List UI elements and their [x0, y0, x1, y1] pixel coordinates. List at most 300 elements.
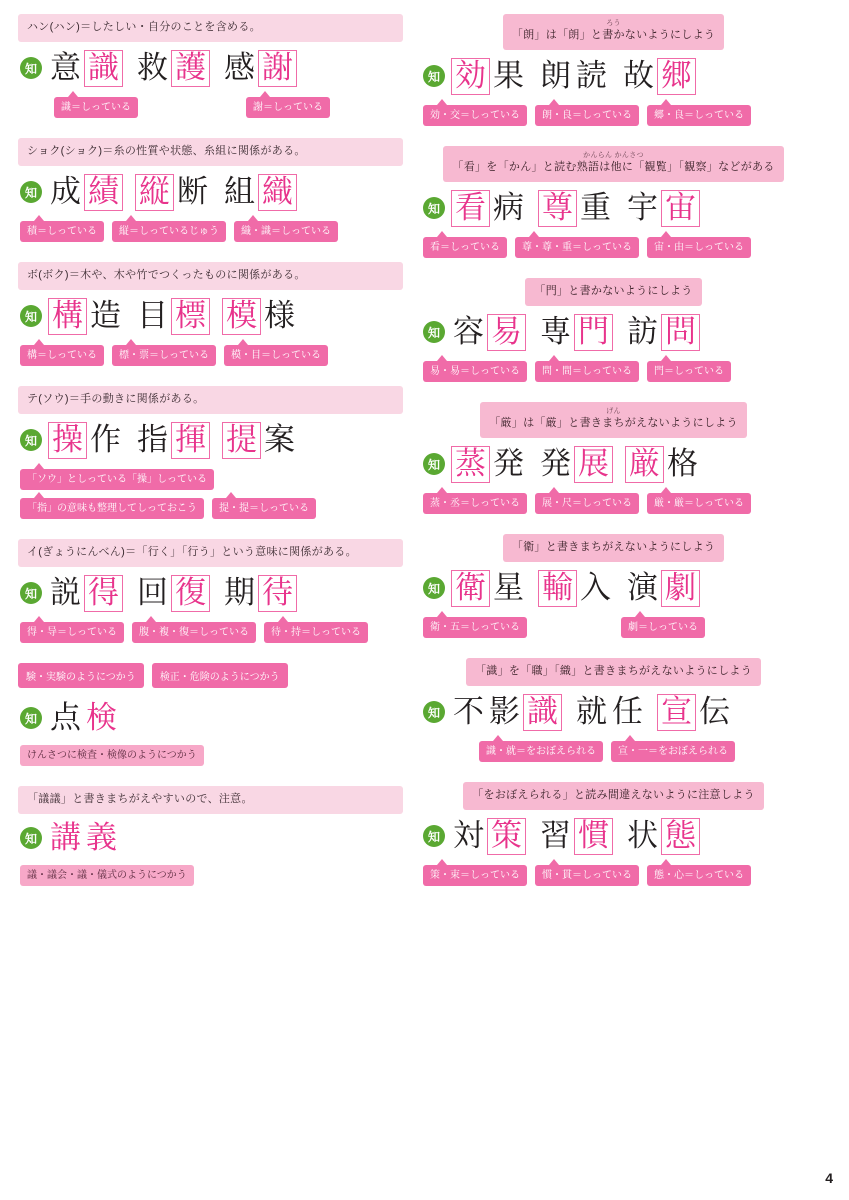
banner-text: 「朗」は「朗」と書かないようにしよう — [511, 29, 716, 41]
note-chip-text: 模・目＝しっている — [231, 349, 321, 361]
note-chip-text: 宙・由＝しっている — [654, 241, 744, 253]
chip-arrow-icon — [68, 91, 78, 97]
kanji-char-target: 展 — [574, 446, 613, 483]
kanji-word — [451, 58, 526, 95]
chip-arrow-icon — [437, 231, 447, 237]
knowledge-badge: 知 — [20, 57, 42, 79]
note-chip — [647, 361, 731, 382]
kanji-row — [421, 818, 806, 855]
page-number: 4 — [825, 1170, 833, 1186]
kanji-word — [48, 575, 123, 612]
kanji-char-target: 検 — [86, 699, 117, 736]
kanji-word — [538, 570, 613, 607]
kanji-char: 指 — [137, 421, 168, 458]
kanji-char-target: 輸 — [538, 570, 577, 607]
kanji-word — [48, 819, 119, 856]
kanji-char: 組 — [224, 173, 255, 210]
chip-arrow-icon — [549, 355, 559, 361]
kanji-char-target: 易 — [487, 314, 526, 351]
kanji-char: 入 — [580, 569, 611, 606]
kanji-word — [451, 190, 526, 227]
note-chip — [132, 622, 256, 643]
note-chip — [423, 237, 507, 258]
note-chip — [20, 622, 124, 643]
kanji-row — [18, 298, 403, 335]
knowledge-badge: 知 — [423, 197, 445, 219]
chip-arrow-icon — [549, 859, 559, 865]
chip-arrow-icon — [437, 611, 447, 617]
kanji-char-target: 宙 — [661, 190, 700, 227]
note-chip-text: 宣・一＝をおぼえられる — [618, 745, 728, 757]
kanji-char-target: 復 — [171, 575, 210, 612]
kanji-char: 専 — [540, 313, 571, 350]
banner-wrap — [421, 782, 806, 818]
kanji-char-target: 問 — [661, 314, 700, 351]
chip-arrow-icon — [625, 735, 635, 741]
note-chip-text: 積＝しっている — [27, 225, 97, 237]
note-chip — [647, 865, 751, 886]
kanji-word — [451, 694, 562, 731]
kanji-word — [222, 174, 297, 211]
kanji-char-target: 講 — [50, 819, 81, 856]
note-chip-text: 慣・貫＝しっている — [542, 869, 632, 881]
kanji-char-target: 謝 — [258, 50, 297, 87]
chip-arrow-icon — [34, 215, 44, 221]
note-chip-text: 郷・良＝しっている — [654, 109, 744, 121]
kanji-char-target: 得 — [84, 575, 123, 612]
kanji-char: 故 — [623, 57, 654, 94]
note-chip-group — [421, 361, 806, 382]
section-block — [18, 539, 403, 655]
kanji-char-target: 策 — [487, 818, 526, 855]
chip-arrow-icon — [549, 99, 559, 105]
kanji-row — [421, 314, 806, 351]
kanji-char-target: 宣 — [657, 694, 696, 731]
kanji-char-target: 衛 — [451, 570, 490, 607]
note-chip — [423, 105, 527, 126]
kanji-char: 成 — [50, 173, 81, 210]
note-chip-text: 効・交＝しっている — [430, 109, 520, 121]
kanji-char-target: 蒸 — [451, 446, 490, 483]
note-chip-group — [421, 493, 806, 514]
kanji-char: 説 — [50, 574, 81, 611]
right-column — [421, 14, 806, 1190]
kanji-char-target: 尊 — [538, 190, 577, 227]
note-chip-group — [18, 469, 403, 519]
note-chip — [535, 361, 639, 382]
chip-arrow-icon — [238, 339, 248, 345]
kanji-word — [538, 314, 613, 351]
kanji-char: 宇 — [627, 189, 658, 226]
kanji-char-target: 義 — [86, 819, 117, 856]
kanji-word — [451, 314, 526, 351]
section-block — [18, 663, 403, 778]
note-chip-group — [18, 97, 403, 118]
kanji-word — [222, 298, 297, 335]
banner-ruby: げん — [606, 407, 621, 415]
note-chip-text: 得・导＝しっている — [27, 626, 117, 638]
kanji-word — [48, 174, 123, 211]
note-chip-group — [18, 745, 403, 766]
kanji-char-target: 門 — [574, 314, 613, 351]
note-chip — [20, 221, 104, 242]
kanji-char-target: 標 — [171, 298, 210, 335]
hint-bar-group — [18, 663, 403, 694]
chip-arrow-icon — [437, 487, 447, 493]
chip-arrow-icon — [34, 616, 44, 622]
kanji-row — [18, 575, 403, 612]
section-banner: ハン(ハン)＝したしい・自分のことを含める。 — [18, 14, 403, 42]
kanji-char: 回 — [137, 574, 168, 611]
note-chip — [54, 97, 138, 118]
kanji-char: 目 — [137, 297, 168, 334]
kanji-char: 対 — [453, 817, 484, 854]
kanji-word — [625, 314, 700, 351]
kanji-char: 重 — [580, 189, 611, 226]
kanji-char: 影 — [489, 693, 520, 730]
section-block — [421, 534, 806, 650]
section-block — [421, 14, 806, 138]
banner-ruby: かんらん かんさつ — [583, 151, 644, 159]
banner-wrap — [421, 402, 806, 446]
kanji-word — [222, 575, 297, 612]
kanji-word — [538, 818, 613, 855]
note-chip-text: 展・尺＝しっている — [542, 497, 632, 509]
knowledge-badge: 知 — [423, 321, 445, 343]
kanji-char: 救 — [137, 49, 168, 86]
note-chip-text: 議・議会・議・儀式のようにつかう — [27, 869, 187, 881]
chip-arrow-icon — [126, 215, 136, 221]
kanji-char: 状 — [627, 817, 658, 854]
banner-wrap — [421, 658, 806, 694]
note-chip — [535, 105, 639, 126]
kanji-char: 感 — [224, 49, 255, 86]
banner-wrap — [421, 146, 806, 190]
chip-arrow-icon — [226, 492, 236, 498]
kanji-char: 発 — [540, 445, 571, 482]
kanji-char: 朗 — [540, 57, 571, 94]
section-banner: 「をおぼえられる」と読み間違えないように注意しよう — [463, 782, 764, 810]
kanji-word — [48, 422, 123, 459]
note-chip — [647, 237, 751, 258]
note-chip — [20, 345, 104, 366]
note-chip — [234, 221, 338, 242]
note-chip-group — [421, 741, 806, 762]
knowledge-badge: 知 — [423, 701, 445, 723]
section-banner — [480, 402, 747, 438]
knowledge-badge: 知 — [20, 429, 42, 451]
note-chip-text: 織・識＝しっている — [241, 225, 331, 237]
kanji-char: 意 — [50, 49, 81, 86]
kanji-char: 様 — [264, 297, 295, 334]
chip-arrow-icon — [437, 99, 447, 105]
kanji-word — [625, 190, 700, 227]
banner-text: 「看」を「かん」と読む熟語は他に「観覧」「観察」などがある — [452, 160, 775, 173]
note-chip — [112, 345, 216, 366]
knowledge-badge: 知 — [20, 181, 42, 203]
knowledge-badge: 知 — [20, 827, 42, 849]
chip-arrow-icon — [437, 355, 447, 361]
chip-arrow-icon — [248, 215, 258, 221]
kanji-word — [48, 50, 123, 87]
chip-arrow-icon — [661, 99, 671, 105]
note-chip-text: 蒸・丞＝しっている — [430, 497, 520, 509]
section-banner: ボ(ボク)＝木や、木や竹でつくったものに関係がある。 — [18, 262, 403, 290]
kanji-char-target: 識 — [523, 694, 562, 731]
note-chip — [112, 221, 226, 242]
kanji-row — [421, 58, 806, 95]
kanji-word — [451, 446, 526, 483]
knowledge-badge: 知 — [20, 305, 42, 327]
kanji-char: 案 — [264, 421, 295, 458]
chip-arrow-icon — [34, 492, 44, 498]
kanji-word — [135, 575, 210, 612]
knowledge-badge: 知 — [423, 577, 445, 599]
section-banner: イ(ぎょうにんべん)＝「行く」「行う」という意味に関係がある。 — [18, 539, 403, 567]
kanji-row — [421, 190, 806, 227]
note-chip-text: 待・持＝しっている — [271, 626, 361, 638]
kanji-char: 読 — [576, 57, 607, 94]
note-chip-text: 謝＝しっている — [253, 101, 323, 113]
knowledge-badge: 知 — [423, 65, 445, 87]
note-chip-text: 提・提＝しっている — [219, 502, 309, 514]
kanji-word — [625, 570, 700, 607]
kanji-word — [222, 50, 297, 87]
kanji-word — [538, 446, 613, 483]
kanji-char: 病 — [493, 189, 524, 226]
note-chip-text: 識・就＝をおぼえられる — [486, 745, 596, 757]
chip-arrow-icon — [661, 355, 671, 361]
note-chip-text: 縦＝しっているじゅう — [119, 225, 219, 237]
note-chip-text: 衛・五＝しっている — [430, 621, 520, 633]
kanji-row — [421, 694, 806, 731]
chip-arrow-icon — [549, 487, 559, 493]
note-chip-text: 尊・尊・重＝しっている — [522, 241, 632, 253]
kanji-row — [18, 819, 403, 856]
kanji-char: 就 — [576, 693, 607, 730]
note-chip-text: 策・束＝しっている — [430, 869, 520, 881]
section-block — [18, 138, 403, 254]
section-block — [421, 658, 806, 774]
kanji-row — [18, 422, 403, 459]
chip-arrow-icon — [146, 616, 156, 622]
kanji-char-target: 郷 — [657, 58, 696, 95]
note-chip — [423, 493, 527, 514]
section-banner: ショク(ショク)＝糸の性質や状態、糸組に関係がある。 — [18, 138, 403, 166]
kanji-char: 期 — [224, 574, 255, 611]
note-chip-text: 腹・複・復＝しっている — [139, 626, 249, 638]
knowledge-badge: 知 — [423, 453, 445, 475]
knowledge-badge: 知 — [20, 582, 42, 604]
kanji-char-target: 識 — [84, 50, 123, 87]
note-chip-text: 厳・厳＝しっている — [654, 497, 744, 509]
kanji-row — [421, 570, 806, 607]
chip-arrow-icon — [493, 735, 503, 741]
kanji-char: 訪 — [627, 313, 658, 350]
note-chip-group — [18, 345, 403, 366]
note-chip — [611, 741, 735, 762]
kanji-char: 任 — [612, 693, 643, 730]
note-chip — [264, 622, 368, 643]
chip-arrow-icon — [34, 463, 44, 469]
kanji-char: 断 — [177, 173, 208, 210]
kanji-word — [222, 422, 297, 459]
kanji-word — [657, 694, 732, 731]
note-chip-text: 問・間＝しっている — [542, 365, 632, 377]
knowledge-badge: 知 — [423, 825, 445, 847]
kanji-word — [538, 57, 609, 94]
kanji-word — [625, 818, 700, 855]
chip-arrow-icon — [437, 859, 447, 865]
section-banner: 「門」と書かないようにしよう — [525, 278, 701, 306]
kanji-word — [135, 50, 210, 87]
section-banner: 「衛」と書きまちがえないようにしよう — [503, 534, 724, 562]
note-chip — [647, 493, 751, 514]
note-chip-text: 朗・良＝しっている — [542, 109, 632, 121]
kanji-row — [18, 50, 403, 87]
note-chip-group — [421, 865, 806, 886]
note-chip-text: 劇＝しっている — [628, 621, 698, 633]
section-banner — [443, 146, 783, 182]
note-chip-text: けんさつに検査・検像のようにつかう — [27, 749, 197, 761]
note-chip — [20, 745, 204, 766]
chip-arrow-icon — [278, 616, 288, 622]
hint-bar: 検正・危険のようにつかう — [152, 663, 288, 688]
note-chip — [20, 865, 194, 886]
kanji-char: 格 — [667, 445, 698, 482]
chip-arrow-icon — [661, 487, 671, 493]
section-banner: 「識」を「職」「織」と書きまちがえないようにしよう — [466, 658, 761, 686]
note-chip — [535, 865, 639, 886]
note-chip-text: 標・票＝しっている — [119, 349, 209, 361]
kanji-word — [621, 58, 696, 95]
kanji-char: 演 — [627, 569, 658, 606]
kanji-char: 習 — [540, 817, 571, 854]
kanji-word — [574, 693, 645, 730]
kanji-char: 伝 — [699, 693, 730, 730]
section-block — [18, 14, 403, 130]
kanji-row — [18, 174, 403, 211]
note-chip-group — [18, 865, 403, 886]
chip-arrow-icon — [260, 91, 270, 97]
kanji-char: 点 — [50, 699, 81, 736]
kanji-char-target: 操 — [48, 422, 87, 459]
note-chip — [515, 237, 639, 258]
section-banner: テ(ソウ)＝手の動きに関係がある。 — [18, 386, 403, 414]
kanji-char-target: 効 — [451, 58, 490, 95]
kanji-word — [48, 699, 119, 736]
kanji-word — [451, 570, 526, 607]
chip-arrow-icon — [635, 611, 645, 617]
kanji-char: 果 — [493, 57, 524, 94]
kanji-char: 不 — [453, 693, 484, 730]
banner-wrap — [421, 534, 806, 570]
kanji-char-target: 績 — [84, 174, 123, 211]
section-banner: 「議議」と書きまちがえやすいので、注意。 — [18, 786, 403, 814]
note-chip-group — [18, 221, 403, 242]
note-chip — [479, 741, 603, 762]
chip-arrow-icon — [661, 231, 671, 237]
kanji-char-target: 揮 — [171, 422, 210, 459]
note-chip-text: 「指」の意味も整理してしっておこう — [27, 502, 197, 514]
note-chip — [423, 361, 527, 382]
section-block — [18, 386, 403, 531]
note-chip-text: 易・易＝しっている — [430, 365, 520, 377]
kanji-char-target: 縦 — [135, 174, 174, 211]
kanji-row — [18, 699, 403, 736]
section-block — [421, 278, 806, 394]
kanji-char-target: 護 — [171, 50, 210, 87]
section-block — [421, 146, 806, 270]
note-chip — [647, 105, 751, 126]
kanji-char-target: 劇 — [661, 570, 700, 607]
section-block — [421, 782, 806, 898]
kanji-char: 星 — [493, 569, 524, 606]
kanji-word — [625, 446, 700, 483]
note-chip-text: 看＝しっている — [430, 241, 500, 253]
note-chip-group — [18, 622, 403, 643]
note-chip — [20, 498, 204, 519]
kanji-char-target: 厳 — [625, 446, 664, 483]
left-column — [18, 14, 403, 1190]
kanji-word — [538, 190, 613, 227]
note-chip — [224, 345, 328, 366]
chip-arrow-icon — [529, 231, 539, 237]
chip-arrow-icon — [661, 859, 671, 865]
knowledge-badge: 知 — [20, 707, 42, 729]
kanji-word — [135, 422, 210, 459]
note-chip — [20, 469, 214, 490]
section-banner — [503, 14, 724, 50]
chip-arrow-icon — [126, 339, 136, 345]
note-chip-text: 構＝しっている — [27, 349, 97, 361]
kanji-char: 造 — [90, 297, 121, 334]
note-chip — [246, 97, 330, 118]
section-block — [421, 402, 806, 526]
note-chip — [621, 617, 705, 638]
banner-wrap — [421, 278, 806, 314]
note-chip-text: 「ソウ」としっている「操」しっている — [27, 473, 207, 485]
note-chip-group — [421, 105, 806, 126]
note-chip-group — [421, 617, 806, 638]
chip-arrow-icon — [34, 339, 44, 345]
kanji-word — [48, 298, 123, 335]
kanji-char-target: 織 — [258, 174, 297, 211]
hint-bar: 験・実験のようにつかう — [18, 663, 144, 688]
kanji-word — [451, 818, 526, 855]
kanji-char-target: 慣 — [574, 818, 613, 855]
note-chip-text: 態・心＝しっている — [654, 869, 744, 881]
kanji-char-target: 構 — [48, 298, 87, 335]
kanji-row — [421, 446, 806, 483]
kanji-word — [135, 174, 210, 211]
note-chip-text: 門＝しっている — [654, 365, 724, 377]
note-chip — [423, 617, 527, 638]
note-chip — [535, 493, 639, 514]
kanji-char-target: 提 — [222, 422, 261, 459]
kanji-word — [135, 298, 210, 335]
kanji-char: 容 — [453, 313, 484, 350]
section-block — [18, 786, 403, 898]
note-chip — [423, 865, 527, 886]
kanji-char: 発 — [493, 445, 524, 482]
kanji-char-target: 模 — [222, 298, 261, 335]
kanji-char: 作 — [90, 421, 121, 458]
kanji-char-target: 態 — [661, 818, 700, 855]
kanji-char-target: 待 — [258, 575, 297, 612]
note-chip — [212, 498, 316, 519]
banner-text: 「厳」は「厳」と書きまちがえないようにしよう — [489, 416, 738, 429]
